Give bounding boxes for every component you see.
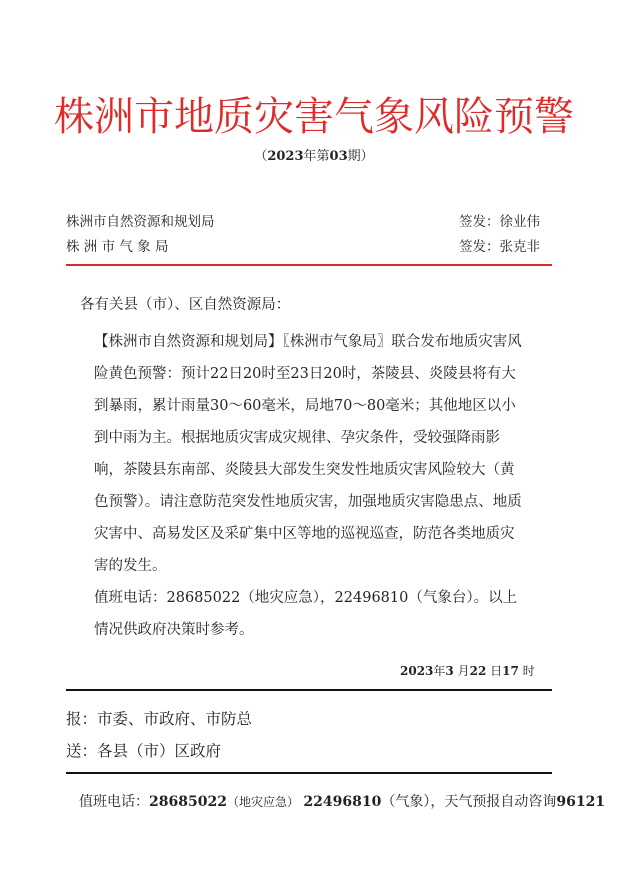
warning-body (94, 326, 524, 646)
phone-weather: 22496810 (303, 794, 382, 810)
warning-paragraph-2: 值班电话：28685022（地灾应急），22496810（气象台）。以上情况供政府决策时参考。 (94, 590, 518, 638)
issuer-agency-1: 株洲市自然资源和规划局 (66, 214, 215, 230)
red-divider (66, 264, 552, 266)
report-to: 报：市委、市政府、市防总 (66, 710, 253, 728)
issue-dateline: 2023年3 月22 日17 时 (400, 664, 535, 678)
issue-num: 03 (329, 149, 348, 164)
issue-number: （2023年第03期） (254, 149, 374, 164)
black-divider-bottom (66, 772, 552, 774)
phone-forecast: 96121 (556, 794, 606, 810)
issue-year: 2023 (267, 149, 304, 164)
issuer-signer-1: 签发：徐业伟 (459, 214, 540, 230)
send-to: 送：各县（市）区政府 (66, 742, 222, 760)
issuer-agency-2: 株 洲 市 气 象 局 (66, 239, 169, 255)
salutation: 各有关县（市）、区自然资源局： (80, 297, 291, 313)
warning-paragraph-1: 【株洲市自然资源和规划局】〖株洲市气象局〗联合发布地质灾害风险黄色预警：预计22日20时至23日20时，茶陵县、炎陵县将有大到暴雨，累计雨量30～60毫米，局地70～80毫米；其他地区以小到中雨为主。根据地质灾害成灾规律、孕灾条件，受较强降雨影响，茶陵县东南部、炎陵县大部发生突发性地质灾害风险较大（黄色预警）。请注意防范突发性地质灾害，加强地质灾害隐患点、地质灾害中、高易发区及采矿集中区等地的巡视巡查，防范各类地质灾害的发生。 (94, 334, 522, 574)
issuer-signer-2: 签发：张克非 (459, 239, 540, 255)
document-title: 株洲市地质灾害气象风险预警 (54, 94, 574, 140)
phone-disaster: 28685022 (149, 794, 227, 810)
duty-phone-footer: 值班电话：28685022（地灾应急） 22496810（气象），天气预报自动咨询96121 (79, 794, 606, 810)
black-divider-top (66, 689, 552, 691)
